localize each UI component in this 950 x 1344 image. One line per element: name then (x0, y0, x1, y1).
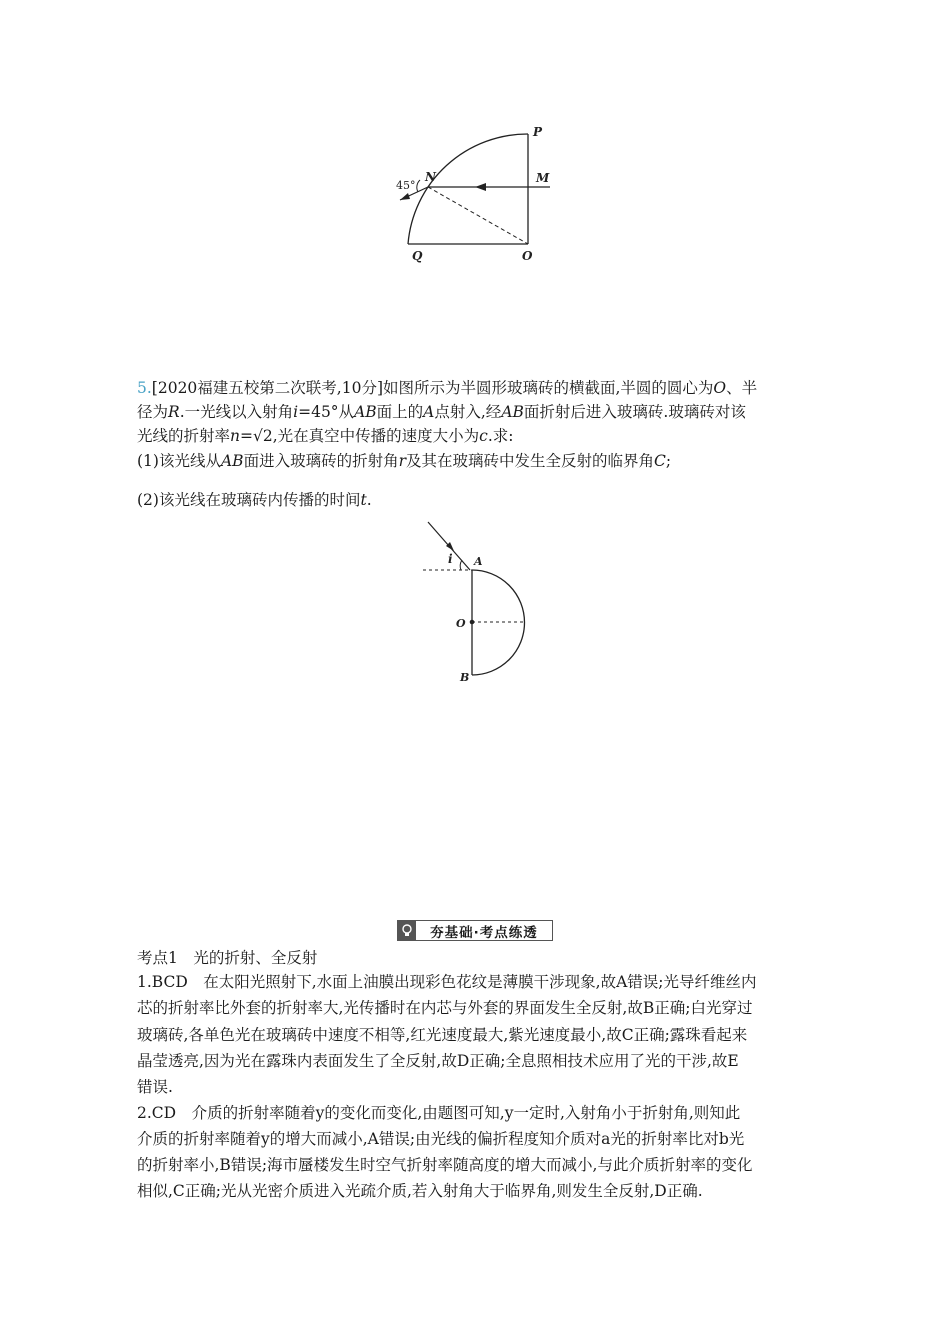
no-dashed (428, 187, 528, 244)
answer-2-line-4: 相似,C正确;光从光密介质进入光疏介质,若入射角大于临界角,则发生全反射,D正确. (137, 1182, 703, 1200)
answer-1-line-4: 晶莹透亮,因为光在露珠内表面发生了全反射,故D正确;全息照相技术应用了光的干涉,故E (137, 1052, 739, 1070)
label-a: A (474, 555, 483, 568)
q5-line-2: 径为R.一光线以入射角i=45°从AB面上的A点射入,经AB面折射后进入玻璃砖.玻璃砖对该 (137, 403, 746, 421)
quarter-arc (408, 134, 528, 244)
angle-arc (417, 180, 420, 192)
label-n: N (425, 170, 436, 184)
label-o: O (522, 249, 533, 263)
center-point (470, 620, 475, 625)
q5-part-1: (1)该光线从AB面进入玻璃砖的折射角r及其在玻璃砖中发生全反射的临界角C; (137, 452, 672, 470)
answer-1-line-2: 芯的折射率比外套的折射率大,光传播时在内芯与外套的界面发生全反射,故B正确;白光穿过 (137, 999, 753, 1017)
label-q: Q (412, 249, 423, 263)
section-badge (397, 920, 553, 941)
out-arrowhead (400, 193, 410, 200)
label-m: M (536, 171, 550, 185)
answer-1-line-1: 1.BCD 在太阳光照射下,水面上油膜出现彩色花纹是薄膜干涉现象,故A错误;光导纤维丝内 (137, 973, 757, 991)
q5-line-3: 光线的折射率n=√2,光在真空中传播的速度大小为c.求: (137, 427, 514, 445)
section-title: 考点1 光的折射、全反射 (137, 949, 318, 967)
label-i: i (448, 552, 453, 566)
answer-2-line-1: 2.CD 介质的折射率随着y的变化而变化,由题图可知,y一定时,入射角小于折射角,则知此 (137, 1104, 741, 1122)
label-o2: O (456, 617, 466, 630)
label-b: B (460, 671, 470, 684)
incident-angle-arc (460, 560, 462, 570)
answer-2-line-2: 介质的折射率随着y的增大而减小,A错误;由光线的偏折程度知介质对a光的折射率比对b光 (137, 1130, 745, 1148)
label-p: P (533, 125, 543, 139)
lightbulb-icon (398, 921, 416, 940)
answer-1-line-5: 错误. (137, 1078, 173, 1096)
answer-2-line-3: 的折射率小,B错误;海市蜃楼发生时空气折射率随高度的增大而减小,与此介质折射率的变化 (137, 1156, 753, 1174)
badge-title: 夯基础·考点练透 (430, 924, 538, 941)
q5-line-1: 5.[2020福建五校第二次联考,10分]如图所示为半圆形玻璃砖的横截面,半圆的圆心为O、半 (137, 379, 758, 397)
label-angle: 45° (396, 179, 416, 192)
semicircle-figure (418, 515, 538, 690)
answer-1-line-3: 玻璃砖,各单色光在玻璃砖中速度不相等,红光速度最大,紫光速度最小,故C正确;露珠看起来 (137, 1026, 748, 1044)
q5-number: 5. (137, 379, 152, 397)
ray-arrowhead (475, 183, 486, 191)
q5-part-2: (2)该光线在玻璃砖内传播的时间t. (137, 491, 372, 509)
quarter-circle-figure (390, 120, 570, 270)
